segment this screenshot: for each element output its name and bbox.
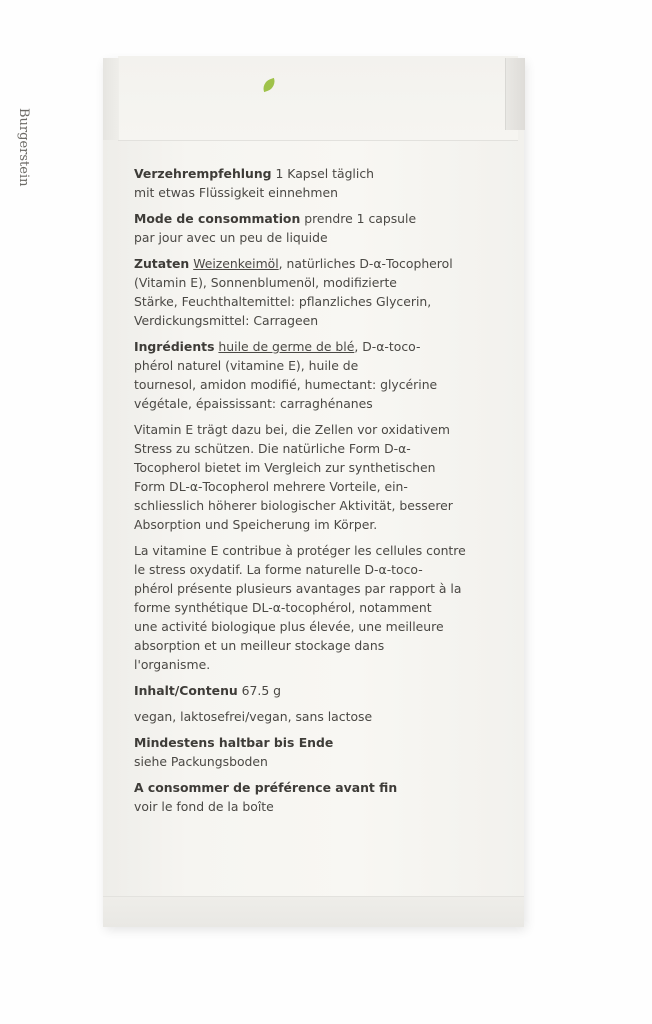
lid-edge [103,58,119,140]
haltbar-section [134,733,494,771]
zutaten-line1: , natürliches D-α-Tocopherol [278,256,453,271]
vitamin-fr-line: forme synthétique DL-α-tocophérol, notamment [134,600,432,615]
vitamin-de-line: Absorption und Speicherung im Körper. [134,517,378,532]
mode-heading: Mode de consommation [134,211,301,226]
mode-section [134,209,494,247]
vitamin-fr-line: La vitamine E contribue à protéger les cellules contre [134,543,466,558]
vitamin-fr-line: absorption et un meilleur stockage dans [134,638,385,653]
vitamin-de-section [134,420,494,534]
zutaten-heading: Zutaten [134,256,190,271]
verzehr-section [134,164,494,202]
vitamin-fr-line: le stress oxydatif. La forme naturelle D-α-toco- [134,562,423,577]
vitamin-de-line: Stress zu schützen. Die natürliche Form D-α- [134,441,411,456]
verzehr-heading: Verzehrempfehlung [134,166,272,181]
zutaten-line3: Stärke, Feuchthaltemittel: pflanzliches Glycerin, [134,294,432,309]
zutaten-line2: (Vitamin E), Sonnenblumenöl, modifizierte [134,275,397,290]
haltbar-heading: Mindestens haltbar bis Ende [134,735,334,750]
consommer-heading: A consommer de préférence avant fin [134,780,398,795]
lid-side-flap [505,58,525,130]
brand-name: Burgerstein [16,108,31,187]
consommer-value: voir le fond de la boîte [134,799,274,814]
vitamin-fr-line: phérol présente plusieurs avantages par rapport à la [134,581,462,596]
verzehr-line2: mit etwas Flüssigkeit einnehmen [134,185,338,200]
ingredients-line2: phérol naturel (vitamine E), huile de [134,358,359,373]
ingredients-section [134,337,494,413]
vitamin-de-line: schliesslich höherer biologischer Aktivität, besserer [134,498,453,513]
mode-line2: par jour avec un peu de liquide [134,230,328,245]
zutaten-section [134,254,494,330]
zutaten-line4: Verdickungsmittel: Carrageen [134,313,319,328]
ingredients-line4: végétale, épaississant: carraghénanes [134,396,373,411]
inhalt-section [134,681,494,700]
consommer-section [134,778,494,816]
vitamin-de-line: Tocopherol bietet im Vergleich zur synthetischen [134,460,436,475]
vegan-text: vegan, laktosefrei/vegan, sans lactose [134,709,373,724]
verzehr-line1: 1 Kapsel täglich [271,166,374,181]
ingredients-line3: tournesol, amidon modifié, humectant: glycérine [134,377,438,392]
ingredients-allergen: huile de germe de blé [218,339,355,354]
vitamin-fr-line: l'organisme. [134,657,211,672]
zutaten-allergen: Weizenkeimöl [193,256,279,271]
label-text [134,164,494,823]
vitamin-de-line: Form DL-α-Tocopherol mehrere Vorteile, ein- [134,479,408,494]
mode-line1: prendre 1 capsule [300,211,417,226]
ingredients-heading: Ingrédients [134,339,215,354]
haltbar-value: siehe Packungsboden [134,754,268,769]
vitamin-fr-section [134,541,494,674]
inhalt-heading: Inhalt/Contenu [134,683,238,698]
vitamin-fr-line: une activité biologique plus élevée, une meilleure [134,619,444,634]
box-bottom-flap [103,896,524,927]
inhalt-value: 67.5 g [237,683,282,698]
vegan-section [134,707,494,726]
box-lid [118,56,518,141]
vitamin-de-line: Vitamin E trägt dazu bei, die Zellen vor oxidativem [134,422,450,437]
ingredients-line1: , D-α-toco- [354,339,421,354]
